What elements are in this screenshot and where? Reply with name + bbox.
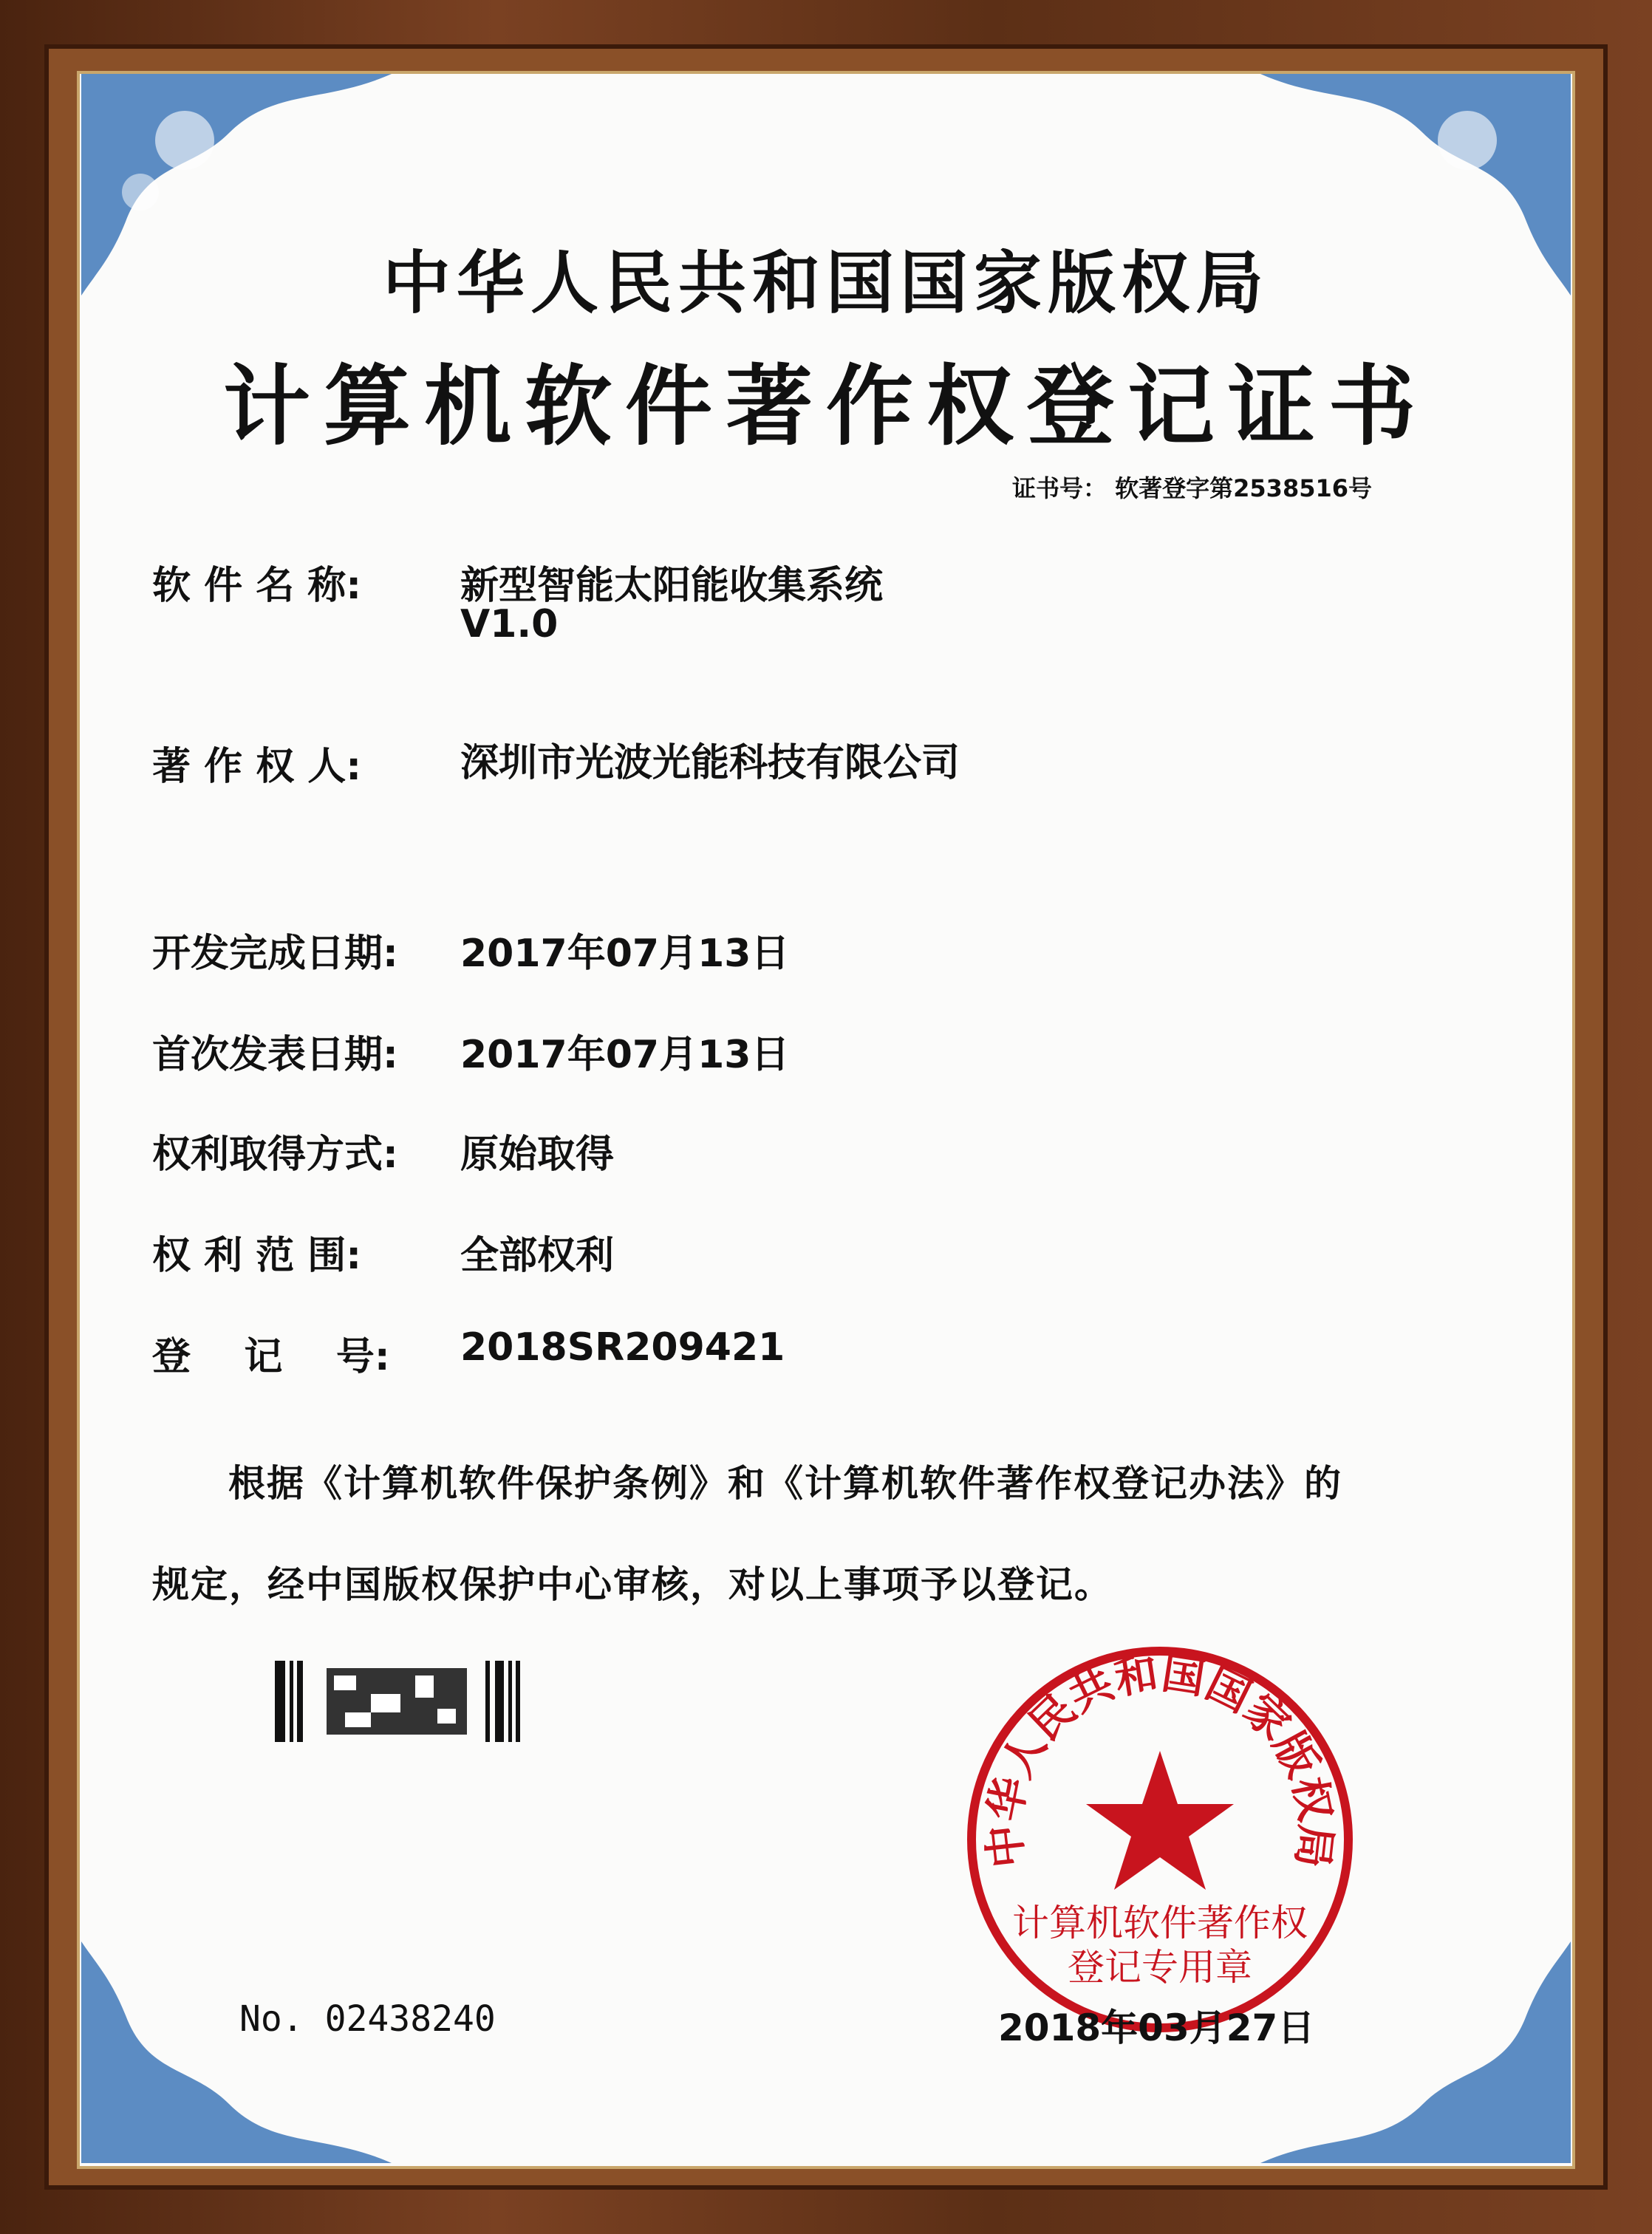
barcode-icon: [275, 1661, 520, 1742]
field-value-acquisition: 原始取得: [460, 1133, 615, 1177]
corner-ornament-icon: [81, 1941, 392, 2163]
seal-line1: 计算机软件著作权: [1012, 1902, 1308, 1944]
star-icon: [1086, 1751, 1234, 1890]
serial-number: No. 02438240: [239, 1998, 496, 2040]
field-label-publish-date: 首次发表日期:: [152, 1033, 398, 1077]
field-value-publish-date: 2017年07月13日: [460, 1033, 790, 1077]
seal-line2: 登记专用章: [1068, 1946, 1252, 1989]
field-value-dev-date: 2017年07月13日: [460, 932, 790, 976]
field-value-scope: 全部权利: [460, 1234, 615, 1278]
official-seal: [960, 1640, 1359, 2039]
certificate-title: 计算机软件著作权登记证书: [222, 355, 1429, 457]
body-text-line2: 规定，经中国版权保护中心审核，对以上事项予以登记。: [152, 1563, 1113, 1606]
body-text-line1: 根据《计算机软件保护条例》和《计算机软件著作权登记办法》的: [228, 1462, 1342, 1505]
field-value-software-name: 新型智能太阳能收集系统: [460, 564, 884, 608]
issuing-authority: 中华人民共和国国家版权局: [382, 244, 1269, 323]
field-value-reg-no: 2018SR209421: [460, 1325, 785, 1370]
issue-date: 2018年03月27日: [998, 2006, 1315, 2049]
field-label-reg-no: 登 记 号:: [152, 1335, 390, 1379]
seal-ring-text: 中华人民共和国国家版权局: [978, 1647, 1342, 1871]
field-label-owner: 著 作 权 人:: [152, 745, 362, 789]
field-value-version: V1.0: [460, 602, 559, 646]
field-label-acquisition: 权利取得方式:: [152, 1133, 398, 1177]
field-label-scope: 权 利 范 围:: [152, 1234, 362, 1278]
field-label-dev-date: 开发完成日期:: [152, 932, 398, 976]
field-value-owner: 深圳市光波光能科技有限公司: [460, 741, 960, 785]
field-label-software-name: 软 件 名 称:: [152, 564, 362, 608]
certificate-number: 证书号： 软著登字第2538516号: [1012, 474, 1373, 502]
